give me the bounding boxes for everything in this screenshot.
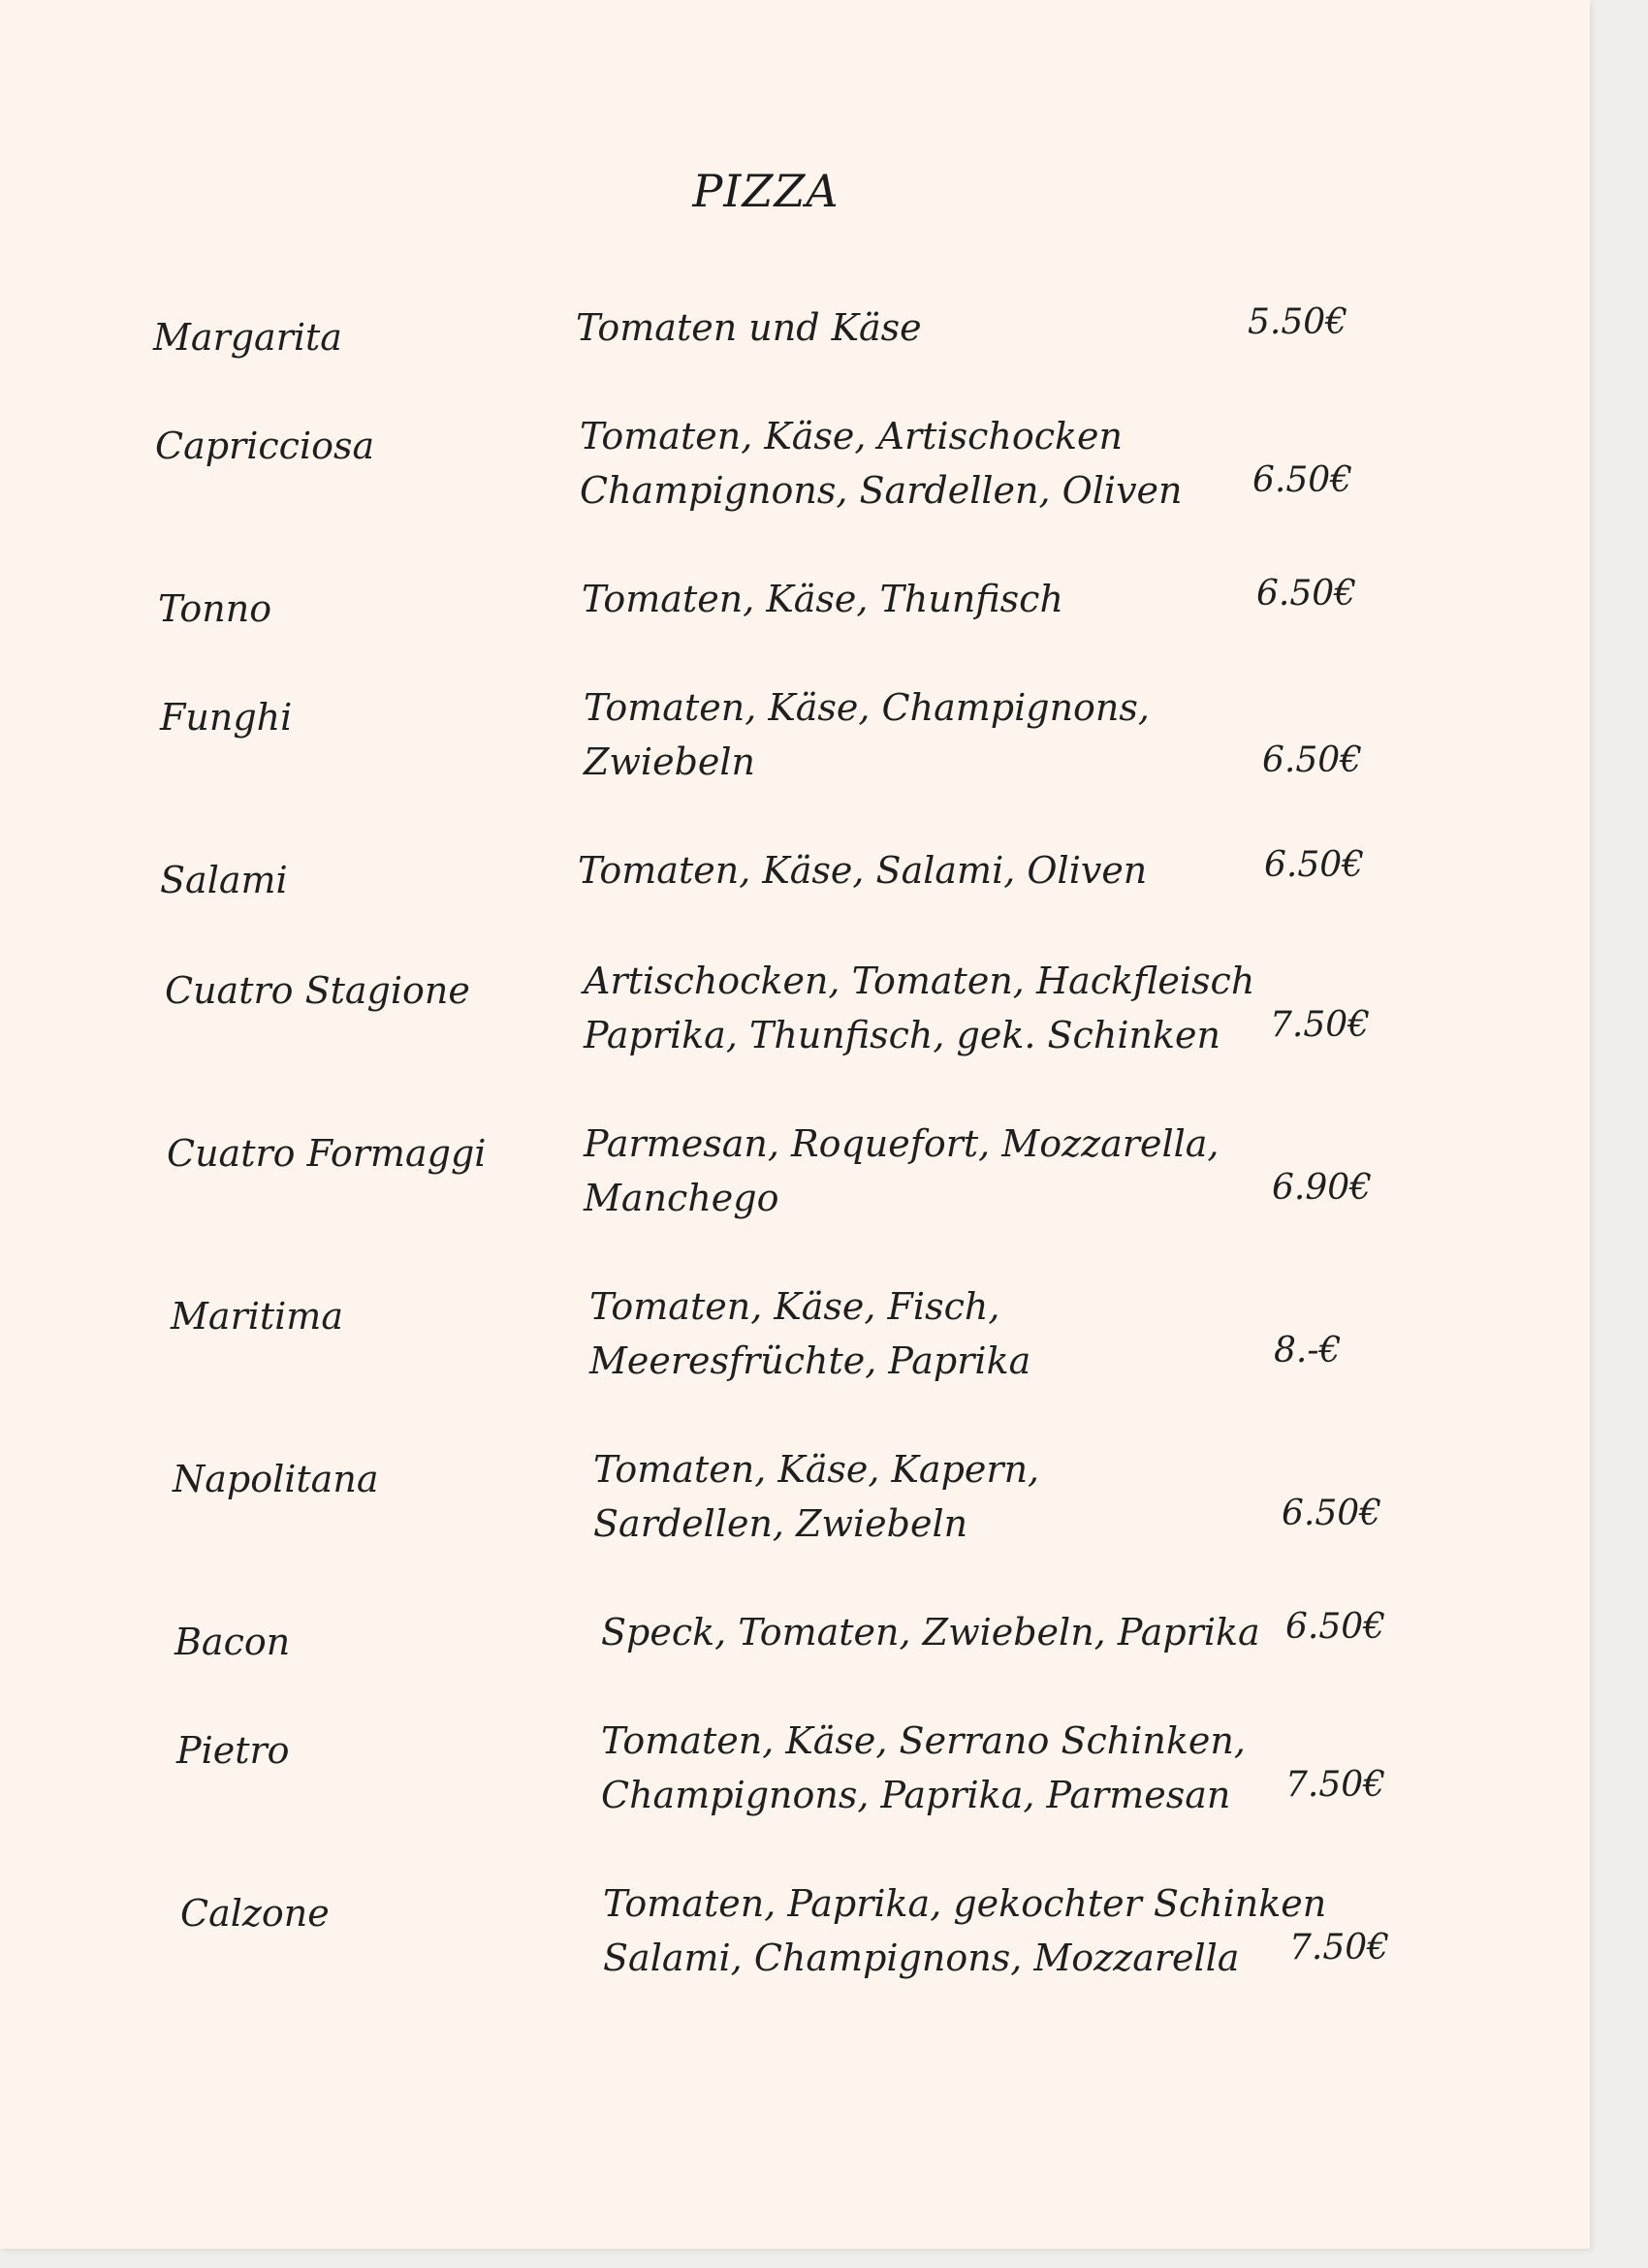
item-price: 7.50€ [1285, 1765, 1386, 1805]
item-name: Calzone [180, 1892, 330, 1935]
item-description-line: Tomaten, Käse, Artischocken [580, 415, 1123, 457]
item-description-line: Tomaten, Käse, Kapern, [593, 1448, 1040, 1491]
item-description [589, 1279, 1030, 1388]
menu-item [0, 1285, 1590, 1405]
item-description-line: Champignons, Sardellen, Oliven [580, 469, 1183, 512]
item-description-line: Paprika, Thunfisch, gek. Schinken [584, 1014, 1220, 1056]
item-price: 6.50€ [1285, 1607, 1386, 1647]
item-name: Funghi [160, 696, 293, 739]
item-name: Margarita [153, 316, 342, 359]
item-description-line: Parmesan, Roquefort, Mozzarella, [584, 1122, 1220, 1165]
item-description-line: Zwiebeln [584, 740, 756, 783]
item-description [582, 572, 1063, 626]
item-description [584, 954, 1254, 1062]
item-description-line: Tomaten, Käse, Salami, Oliven [578, 849, 1148, 892]
item-description [578, 843, 1147, 898]
item-price: 6.50€ [1252, 460, 1353, 500]
item-price: 5.50€ [1248, 302, 1348, 342]
menu-item [0, 1448, 1590, 1568]
menu-item [0, 960, 1590, 1080]
menu-item [0, 1719, 1590, 1840]
menu-item [0, 1882, 1590, 2002]
menu-item [0, 845, 1590, 969]
menu-item [0, 1122, 1590, 1243]
item-name: Pietro [176, 1729, 290, 1772]
item-description [584, 1117, 1219, 1225]
item-price: 7.50€ [1270, 1005, 1371, 1045]
menu-item [0, 415, 1590, 535]
item-description-line: Tomaten, Käse, Champignons, [584, 686, 1150, 729]
item-name: Napolitana [173, 1458, 379, 1500]
item-description-line: Tomaten, Paprika, gekochter Schinken [603, 1882, 1327, 1925]
item-description [601, 1714, 1246, 1822]
item-price: 6.50€ [1264, 845, 1365, 885]
item-description-line: Tomaten, Käse, Serrano Schinken, [601, 1719, 1246, 1762]
item-description-line: Artischocken, Tomaten, Hackfleisch [584, 960, 1255, 1002]
item-name: Salami [160, 859, 288, 901]
item-name: Bacon [174, 1621, 291, 1663]
item-description-line: Manchego [584, 1177, 779, 1219]
item-description-line: Tomaten, Käse, Thunfisch [582, 578, 1063, 620]
item-price: 8.-€ [1274, 1331, 1342, 1370]
item-description [576, 300, 922, 355]
item-description-line: Sardellen, Zwiebeln [593, 1502, 968, 1545]
item-description [584, 680, 1150, 789]
menu-item [0, 686, 1590, 806]
item-price: 6.50€ [1256, 574, 1357, 614]
item-description [593, 1442, 1039, 1551]
item-name: Cuatro Formaggi [167, 1132, 487, 1175]
item-description [603, 1876, 1326, 1985]
item-name: Cuatro Stagione [165, 969, 470, 1012]
item-name: Maritima [171, 1295, 343, 1338]
item-name: Capricciosa [155, 425, 375, 467]
item-price: 6.50€ [1282, 1494, 1382, 1533]
item-description-line: Tomaten und Käse [576, 306, 922, 349]
item-description [601, 1605, 1260, 1659]
menu-title: PIZZA [692, 165, 840, 217]
item-description [580, 409, 1183, 518]
item-description-line: Speck, Tomaten, Zwiebeln, Paprika [601, 1611, 1260, 1654]
item-price: 7.50€ [1289, 1928, 1390, 1968]
item-description-line: Champignons, Paprika, Parmesan [601, 1774, 1231, 1816]
item-description-line: Meeresfrüchte, Paprika [589, 1339, 1031, 1382]
item-price: 6.50€ [1262, 740, 1363, 780]
item-description-line: Salami, Champignons, Mozzarella [603, 1937, 1240, 1979]
item-price: 6.90€ [1272, 1168, 1373, 1208]
item-description-line: Tomaten, Käse, Fisch, [589, 1285, 1000, 1328]
item-name: Tonno [158, 587, 272, 630]
